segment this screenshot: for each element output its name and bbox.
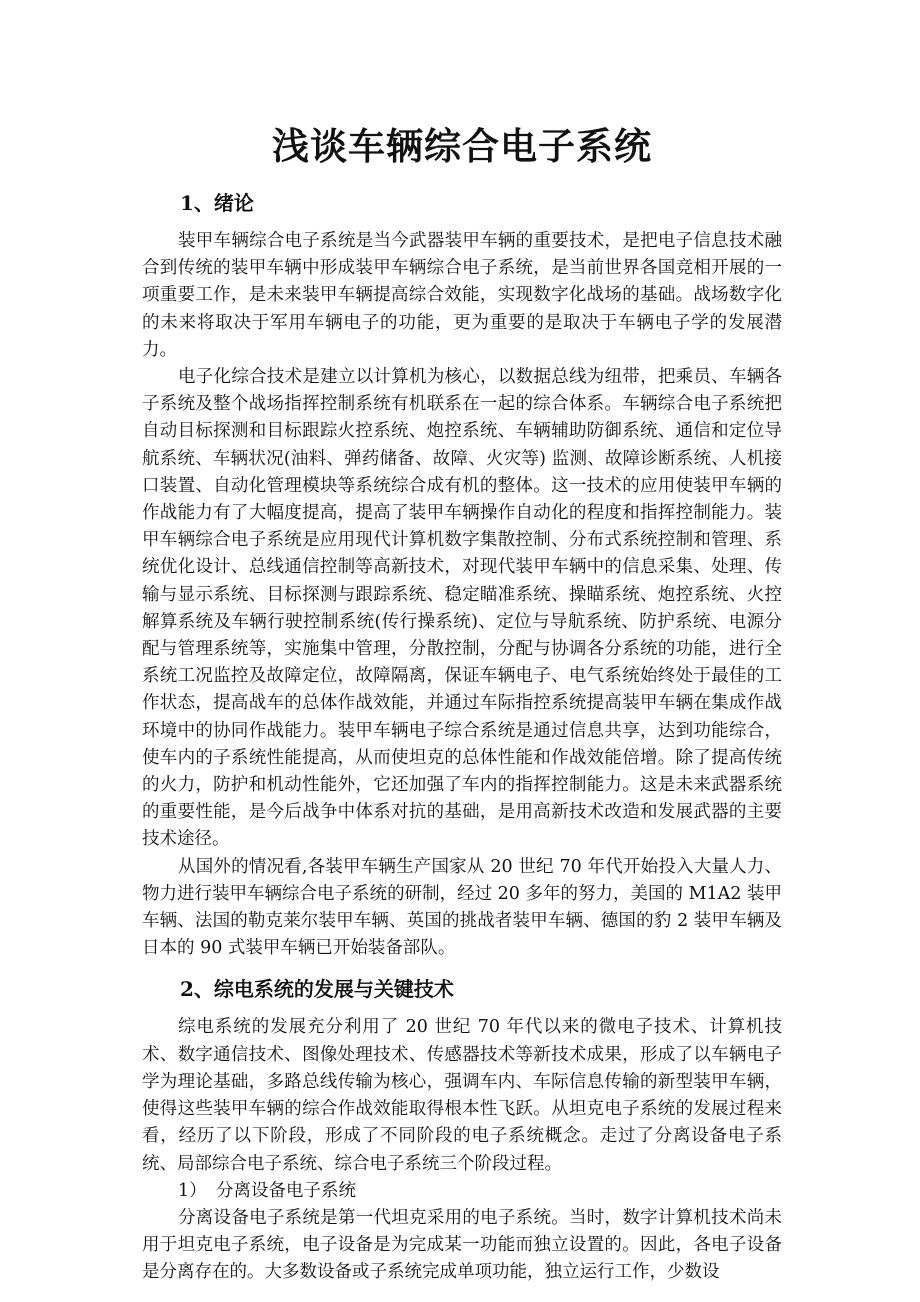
paragraph: 分离设备电子系统是第一代坦克采用的电子系统。当时，数字计算机技术尚未用于坦克电子系统，电子设备是为完成某一功能而独立设置的。因此，各电子设备是分离存在的。大多数设备或子系统完成单项功能，独立运行工作，少数设 (142, 1207, 782, 1283)
paragraph: 从国外的情况看,各装甲车辆生产国家从 20 世纪 70 年代开始投入大量人力、物力进行装甲车辆综合电子系统的研制，经过 20 多年的努力，美国的 M1A2 装甲车辆、法国的勒克莱尔装甲车辆、英国的挑战者装甲车辆、德国的豹 2 装甲车辆及日本的 90 式装甲车辆已开始装备部队。 (142, 856, 782, 959)
paragraph: 装甲车辆综合电子系统是当今武器装甲车辆的重要技术，是把电子信息技术融合到传统的装甲车辆中形成装甲车辆综合电子系统，是当前世界各国竞相开展的一项重要工作，是未来装甲车辆提高综合效能，实现数字化战场的基础。战场数字化的未来将取决于军用车辆电子的功能，更为重要的是取决于车辆电子学的发展潜力。 (142, 231, 782, 360)
document-title: 浅谈车辆综合电子系统 (272, 124, 652, 168)
paragraph: 电子化综合技术是建立以计算机为核心，以数据总线为纽带，把乘员、车辆各子系统及整个战场指挥控制系统有机联系在一起的综合体系。车辆综合电子系统把自动目标探测和目标跟踪火控系统、炮控系统、车辆辅助防御系统、通信和定位导航系统、车辆状况(油料、弹药储备、故障、火灾等) 监测、故障诊断系统、人机接口装置、自动化管理模块等系统综合成有机的整体。这一技术的应用使装甲车辆的作战能力有了大幅度提高，提高了装甲车辆操作自动化的程度和指挥控制能力。装甲车辆综合电子系统是应用现代计算机数字集散控制、分布式系统控制和管理、系统优化设计、总线通信控制等高新技术，对现代装甲车辆中的信息采集、处理、传输与显示系统、目标探测与跟踪系统、稳定瞄准系统、操瞄系统、炮控系统、火控解算系统及车辆行驶控制系统(传行操系统)、定位与导航系统、防护系统、电源分配与管理系统等，实施集中管理，分散控制，分配与协调各分系统的功能，进行全系统工况监控及故障定位，故障隔离，保证车辆电子、电气系统始终处于最佳的工作状态，提高战车的总体作战效能，并通过车际指控系统提高装甲车辆在集成作战环境中的协同作战能力。装甲车辆电子综合系统是通过信息共享，达到功能综合，使车内的子系统性能提高，从而使坦克的总体性能和作战效能倍增。除了提高传统的火力，防护和机动性能外，它还加强了车内的指挥控制能力。这是未来武器系统的重要性能，是今后战争中体系对抗的基础，是用高新技术改造和发展武器的主要技术途径。 (142, 367, 782, 850)
list-item (142, 1178, 782, 1205)
section-heading-development: 2、综电系统的发展与关键技术 (180, 977, 454, 1002)
paragraph: 综电系统的发展充分利用了 20 世纪 70 年代以来的微电子技术、计算机技术、数字通信技术、图像处理技术、传感器技术等新技术成果，形成了以车辆电子学为理论基础，多路总线传输为核心，强调车内、车际信息传输的新型装甲车辆，使得这些装甲车辆的综合作战效能取得根本性飞跃。从坦克电子系统的发展过程来看，经历了以下阶段，形成了不同阶段的电子系统概念。走过了分离设备电子系统、局部综合电子系统、综合电子系统三个阶段过程。 (142, 1017, 782, 1174)
section-heading-introduction: 1、绪论 (180, 191, 254, 215)
list-item-number: 1） (178, 1180, 207, 1201)
list-item-label: 分离设备电子系统 (216, 1180, 356, 1201)
